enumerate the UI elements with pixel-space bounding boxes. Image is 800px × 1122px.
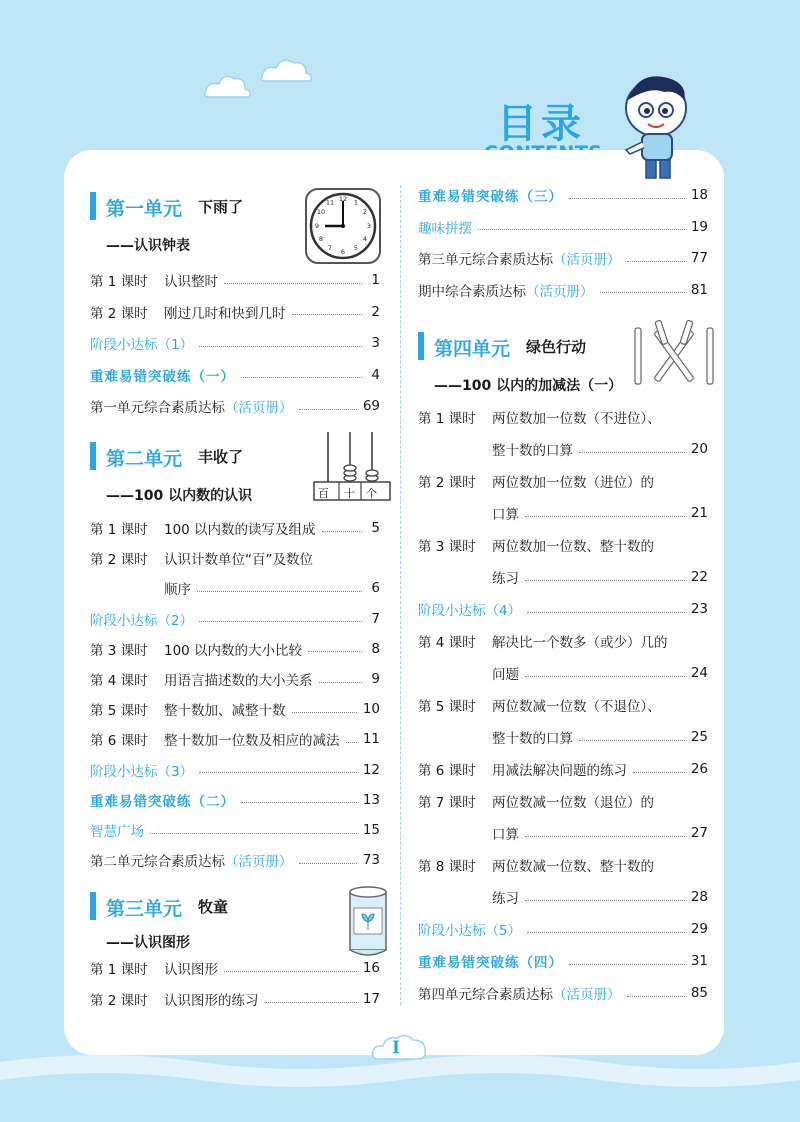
page-number: 26 bbox=[690, 761, 708, 777]
toc-entry[interactable] bbox=[418, 185, 708, 205]
leader-dots bbox=[525, 516, 685, 517]
entry-title: 100 以内数的大小比较 bbox=[164, 642, 303, 659]
entry-title: 认识整时 bbox=[164, 274, 218, 290]
entry-title: 重难易错突破练（四） bbox=[418, 955, 563, 971]
toc-entry[interactable] bbox=[418, 599, 708, 619]
page-number: 29 bbox=[690, 921, 708, 937]
page-number: 22 bbox=[690, 569, 708, 585]
unit-subtitle: ——100 以内的加减法（一） bbox=[434, 378, 623, 394]
lesson-number: 第 4 课时 bbox=[418, 635, 476, 651]
entry-title: 阶段小达标（1） bbox=[90, 337, 194, 353]
entry-title: 阶段小达标（4） bbox=[418, 603, 522, 619]
toc-entry[interactable] bbox=[90, 518, 380, 538]
clock-icon bbox=[303, 186, 383, 266]
leader-dots bbox=[322, 531, 362, 532]
entry-note: （活页册） bbox=[553, 987, 621, 1003]
page-number: 5 bbox=[371, 520, 380, 536]
lesson-number: 第 5 课时 bbox=[90, 703, 148, 720]
toc-entry[interactable] bbox=[418, 727, 708, 747]
leader-dots bbox=[224, 283, 362, 284]
entry-title: 第二单元综合素质达标 bbox=[90, 854, 225, 871]
leader-dots bbox=[627, 261, 685, 262]
leader-dots bbox=[265, 1002, 357, 1003]
toc-entry[interactable] bbox=[90, 820, 380, 840]
entry-note: （活页册） bbox=[526, 283, 594, 300]
entry-title: 两位数加一位数、整十数的 bbox=[492, 539, 654, 555]
leader-dots bbox=[525, 676, 685, 677]
leader-dots bbox=[527, 612, 685, 613]
entry-title: 重难易错突破练（一） bbox=[90, 368, 235, 385]
toc-entry[interactable] bbox=[90, 850, 380, 870]
lesson-number: 第 1 课时 bbox=[90, 274, 148, 290]
unit-bar bbox=[418, 332, 424, 360]
toc-entry[interactable] bbox=[90, 333, 380, 353]
svg-text:9: 9 bbox=[314, 222, 320, 230]
svg-text:11: 11 bbox=[325, 198, 335, 207]
leader-dots bbox=[199, 772, 357, 773]
entry-title: 智慧广场 bbox=[90, 824, 144, 840]
entry-title: 认识图形 bbox=[164, 962, 218, 978]
toc-entry[interactable] bbox=[90, 270, 380, 290]
entry-title: 趣味拼摆 bbox=[418, 220, 472, 237]
toc-entry[interactable] bbox=[418, 663, 708, 683]
page-number: 6 bbox=[371, 580, 380, 597]
page-number: 13 bbox=[362, 791, 380, 808]
unit-bar bbox=[90, 442, 96, 470]
lesson-number: 第 6 课时 bbox=[90, 733, 148, 750]
entry-title: 阶段小达标（2） bbox=[90, 612, 194, 629]
leader-dots bbox=[600, 292, 685, 293]
leader-dots bbox=[346, 742, 357, 743]
entry-title: 用减法解决问题的练习 bbox=[492, 763, 627, 779]
toc-entry[interactable] bbox=[418, 791, 708, 811]
entry-title: 解决比一个数多（或少）几的 bbox=[492, 635, 668, 651]
page-number: 2 bbox=[371, 303, 380, 320]
leader-dots bbox=[199, 621, 362, 622]
toc-entry[interactable] bbox=[418, 823, 708, 843]
toc-entry[interactable] bbox=[418, 248, 708, 268]
column-divider bbox=[400, 185, 401, 1005]
toc-entry[interactable] bbox=[418, 951, 708, 971]
unit-subtitle: ——认识图形 bbox=[106, 935, 190, 951]
leader-dots bbox=[199, 346, 362, 347]
entry-title: 整十数的口算 bbox=[492, 443, 573, 459]
entry-title: 刚过几时和快到几时 bbox=[164, 305, 286, 322]
clouds-decoration bbox=[200, 55, 330, 105]
page-number: 16 bbox=[362, 960, 380, 976]
entry-title: 第三单元综合素质达标 bbox=[418, 252, 553, 268]
entry-title: 整十数加一位数及相应的减法 bbox=[164, 733, 340, 750]
lesson-number: 第 3 课时 bbox=[90, 642, 148, 659]
toc-entry[interactable] bbox=[90, 396, 380, 416]
toc-entry[interactable] bbox=[418, 887, 708, 907]
entry-title: 问题 bbox=[492, 667, 519, 683]
page-number: 11 bbox=[362, 731, 380, 748]
cylinder-can-icon bbox=[344, 886, 392, 956]
entry-title: 期中综合素质达标 bbox=[418, 283, 526, 300]
leader-dots bbox=[525, 836, 685, 837]
entry-note: （活页册） bbox=[553, 252, 621, 268]
unit-name: 第三单元 bbox=[106, 898, 183, 920]
leader-dots bbox=[197, 591, 362, 592]
toc-entry[interactable] bbox=[418, 631, 708, 651]
toc-entry[interactable] bbox=[90, 609, 380, 629]
lesson-number: 第 1 课时 bbox=[418, 411, 476, 427]
leader-dots bbox=[478, 229, 685, 230]
lesson-number: 第 6 课时 bbox=[418, 763, 476, 779]
lesson-number: 第 8 课时 bbox=[418, 859, 476, 875]
toc-entry[interactable] bbox=[418, 503, 708, 523]
entry-title: 认识计数单位“百”及数位 bbox=[164, 552, 313, 569]
entry-title: 两位数减一位数、整十数的 bbox=[492, 859, 654, 875]
page-number: 12 bbox=[362, 761, 380, 778]
leader-dots bbox=[150, 833, 357, 834]
entry-title: 重难易错突破练（三） bbox=[418, 189, 563, 205]
svg-text:10: 10 bbox=[316, 208, 326, 216]
toc-entry[interactable] bbox=[90, 790, 380, 810]
entry-note: （活页册） bbox=[225, 854, 293, 871]
svg-text:5: 5 bbox=[353, 244, 359, 252]
leader-dots bbox=[569, 964, 685, 965]
toc-entry[interactable] bbox=[90, 578, 380, 598]
leader-dots bbox=[299, 863, 357, 864]
toc-entry[interactable] bbox=[418, 855, 708, 875]
page-number: 69 bbox=[362, 398, 380, 414]
lesson-number: 第 7 课时 bbox=[418, 795, 476, 811]
leader-dots bbox=[569, 198, 685, 199]
entry-title: 两位数加一位数（进位）的 bbox=[492, 475, 654, 491]
lesson-number: 第 1 课时 bbox=[90, 962, 148, 978]
toc-entry[interactable] bbox=[418, 983, 708, 1003]
toc-entry[interactable] bbox=[90, 760, 380, 780]
leader-dots bbox=[525, 580, 685, 581]
leader-dots bbox=[308, 651, 362, 652]
toc-entry[interactable] bbox=[418, 471, 708, 491]
toc-entry[interactable] bbox=[418, 759, 708, 779]
page-number: 18 bbox=[690, 187, 708, 203]
toc-entry[interactable] bbox=[90, 639, 380, 659]
leader-dots bbox=[299, 409, 357, 410]
toc-entry[interactable] bbox=[418, 407, 708, 427]
abacus-place-tens: 十 bbox=[344, 487, 355, 500]
lesson-number: 第 2 课时 bbox=[90, 993, 148, 1009]
leader-dots bbox=[627, 996, 685, 997]
svg-text:3: 3 bbox=[366, 222, 372, 230]
unit-subtitle: ——认识钟表 bbox=[106, 238, 190, 254]
svg-text:2: 2 bbox=[362, 207, 368, 216]
leader-dots bbox=[525, 900, 685, 901]
page-number: 73 bbox=[362, 852, 380, 869]
entry-title: 两位数加一位数（不进位）、 bbox=[492, 411, 661, 427]
svg-text:6: 6 bbox=[340, 248, 346, 256]
page-number: 1 bbox=[371, 272, 380, 288]
page-number: 31 bbox=[690, 953, 708, 969]
toc-entry[interactable] bbox=[90, 989, 380, 1009]
svg-text:4: 4 bbox=[362, 235, 368, 243]
page-number: 25 bbox=[690, 729, 708, 745]
entry-title: 第一单元综合素质达标 bbox=[90, 400, 225, 416]
leader-dots bbox=[224, 971, 357, 972]
page-number: 4 bbox=[371, 366, 380, 383]
entry-title: 阶段小达标（5） bbox=[418, 923, 522, 939]
entry-title: 两位数减一位数（退位）的 bbox=[492, 795, 654, 811]
lesson-number: 第 3 课时 bbox=[418, 539, 476, 555]
sticks-icon bbox=[633, 320, 715, 392]
entry-title: 口算 bbox=[492, 827, 519, 843]
entry-title: 口算 bbox=[492, 507, 519, 523]
unit-topic: 绿色行动 bbox=[526, 338, 587, 356]
entry-title: 用语言描述数的大小关系 bbox=[164, 673, 313, 689]
leader-dots bbox=[241, 802, 357, 803]
entry-title: 100 以内数的读写及组成 bbox=[164, 522, 316, 538]
page-number: 15 bbox=[362, 822, 380, 838]
leader-dots bbox=[633, 772, 685, 773]
entry-title: 两位数减一位数（不退位）、 bbox=[492, 699, 661, 715]
unit-topic: 丰收了 bbox=[198, 448, 244, 466]
entry-title: 阶段小达标（3） bbox=[90, 763, 194, 780]
leader-dots bbox=[292, 314, 363, 315]
leader-dots bbox=[579, 740, 685, 741]
entry-title: 顺序 bbox=[164, 582, 191, 599]
page-number: I bbox=[392, 1038, 400, 1058]
entry-title: 认识图形的练习 bbox=[164, 993, 259, 1009]
page-number: 24 bbox=[690, 665, 708, 681]
toc-entry[interactable] bbox=[418, 439, 708, 459]
toc-entry[interactable] bbox=[418, 919, 708, 939]
toc-entry[interactable] bbox=[418, 280, 708, 300]
page-number: 21 bbox=[690, 505, 708, 521]
leader-dots bbox=[319, 682, 363, 683]
unit-bar bbox=[90, 892, 96, 920]
page-number: 3 bbox=[371, 335, 380, 351]
svg-text:8: 8 bbox=[318, 235, 324, 243]
entry-title: 整十数加、减整十数 bbox=[164, 703, 286, 720]
lesson-number: 第 2 课时 bbox=[90, 552, 148, 569]
toc-entry[interactable] bbox=[90, 302, 380, 322]
lesson-number: 第 5 课时 bbox=[418, 699, 476, 715]
page-number: 8 bbox=[371, 640, 380, 657]
unit-name: 第二单元 bbox=[106, 448, 183, 470]
lesson-number: 第 2 课时 bbox=[418, 475, 476, 491]
page-number: 77 bbox=[690, 250, 708, 266]
leader-dots bbox=[292, 712, 357, 713]
page-number: 28 bbox=[690, 889, 708, 905]
page-number: 27 bbox=[690, 825, 708, 841]
page-number: 19 bbox=[690, 218, 708, 235]
svg-text:1: 1 bbox=[353, 198, 359, 207]
toc-entry[interactable] bbox=[418, 695, 708, 715]
unit-bar bbox=[90, 192, 96, 220]
page-number: 9 bbox=[371, 671, 380, 687]
leader-dots bbox=[527, 932, 685, 933]
svg-text:7: 7 bbox=[327, 244, 333, 252]
lesson-number: 第 2 课时 bbox=[90, 305, 148, 322]
unit-subtitle: ——100 以内数的认识 bbox=[106, 488, 253, 504]
unit-topic: 牧童 bbox=[198, 898, 229, 916]
entry-title: 练习 bbox=[492, 571, 519, 587]
toc-entry[interactable] bbox=[418, 217, 708, 237]
unit-name: 第四单元 bbox=[434, 338, 511, 360]
page-number: 20 bbox=[690, 441, 708, 457]
toc-entry[interactable] bbox=[90, 548, 380, 568]
toc-entry[interactable] bbox=[90, 669, 380, 689]
page-number: 7 bbox=[371, 610, 380, 627]
leader-dots bbox=[241, 377, 362, 378]
entry-note: （活页册） bbox=[225, 400, 293, 416]
page-number-cloud bbox=[371, 1033, 431, 1063]
leader-dots bbox=[579, 452, 685, 453]
abacus-place-hundreds: 百 bbox=[318, 487, 329, 500]
unit-name: 第一单元 bbox=[106, 198, 183, 220]
unit-topic: 下雨了 bbox=[198, 198, 244, 216]
toc-entry[interactable] bbox=[90, 958, 380, 978]
entry-title: 第四单元综合素质达标 bbox=[418, 987, 553, 1003]
toc-entry[interactable] bbox=[90, 729, 380, 749]
page-number: 85 bbox=[690, 985, 708, 1001]
lesson-number: 第 1 课时 bbox=[90, 522, 148, 538]
entry-title: 重难易错突破练（二） bbox=[90, 793, 235, 810]
page-number: 81 bbox=[690, 281, 708, 298]
toc-entry[interactable] bbox=[90, 699, 380, 719]
toc-entry[interactable] bbox=[90, 365, 380, 385]
toc-entry[interactable] bbox=[418, 535, 708, 555]
page-number: 23 bbox=[690, 601, 708, 617]
svg-text:12: 12 bbox=[338, 195, 348, 203]
entry-title: 练习 bbox=[492, 891, 519, 907]
mascot-boy-illustration bbox=[608, 70, 706, 182]
toc-entry[interactable] bbox=[418, 567, 708, 587]
entry-title: 整十数的口算 bbox=[492, 731, 573, 747]
page-title: 目录 bbox=[497, 101, 585, 147]
page-number: 17 bbox=[362, 991, 380, 1007]
page-number: 10 bbox=[362, 701, 380, 718]
abacus-place-ones: 个 bbox=[366, 487, 377, 500]
lesson-number: 第 4 课时 bbox=[90, 673, 148, 689]
